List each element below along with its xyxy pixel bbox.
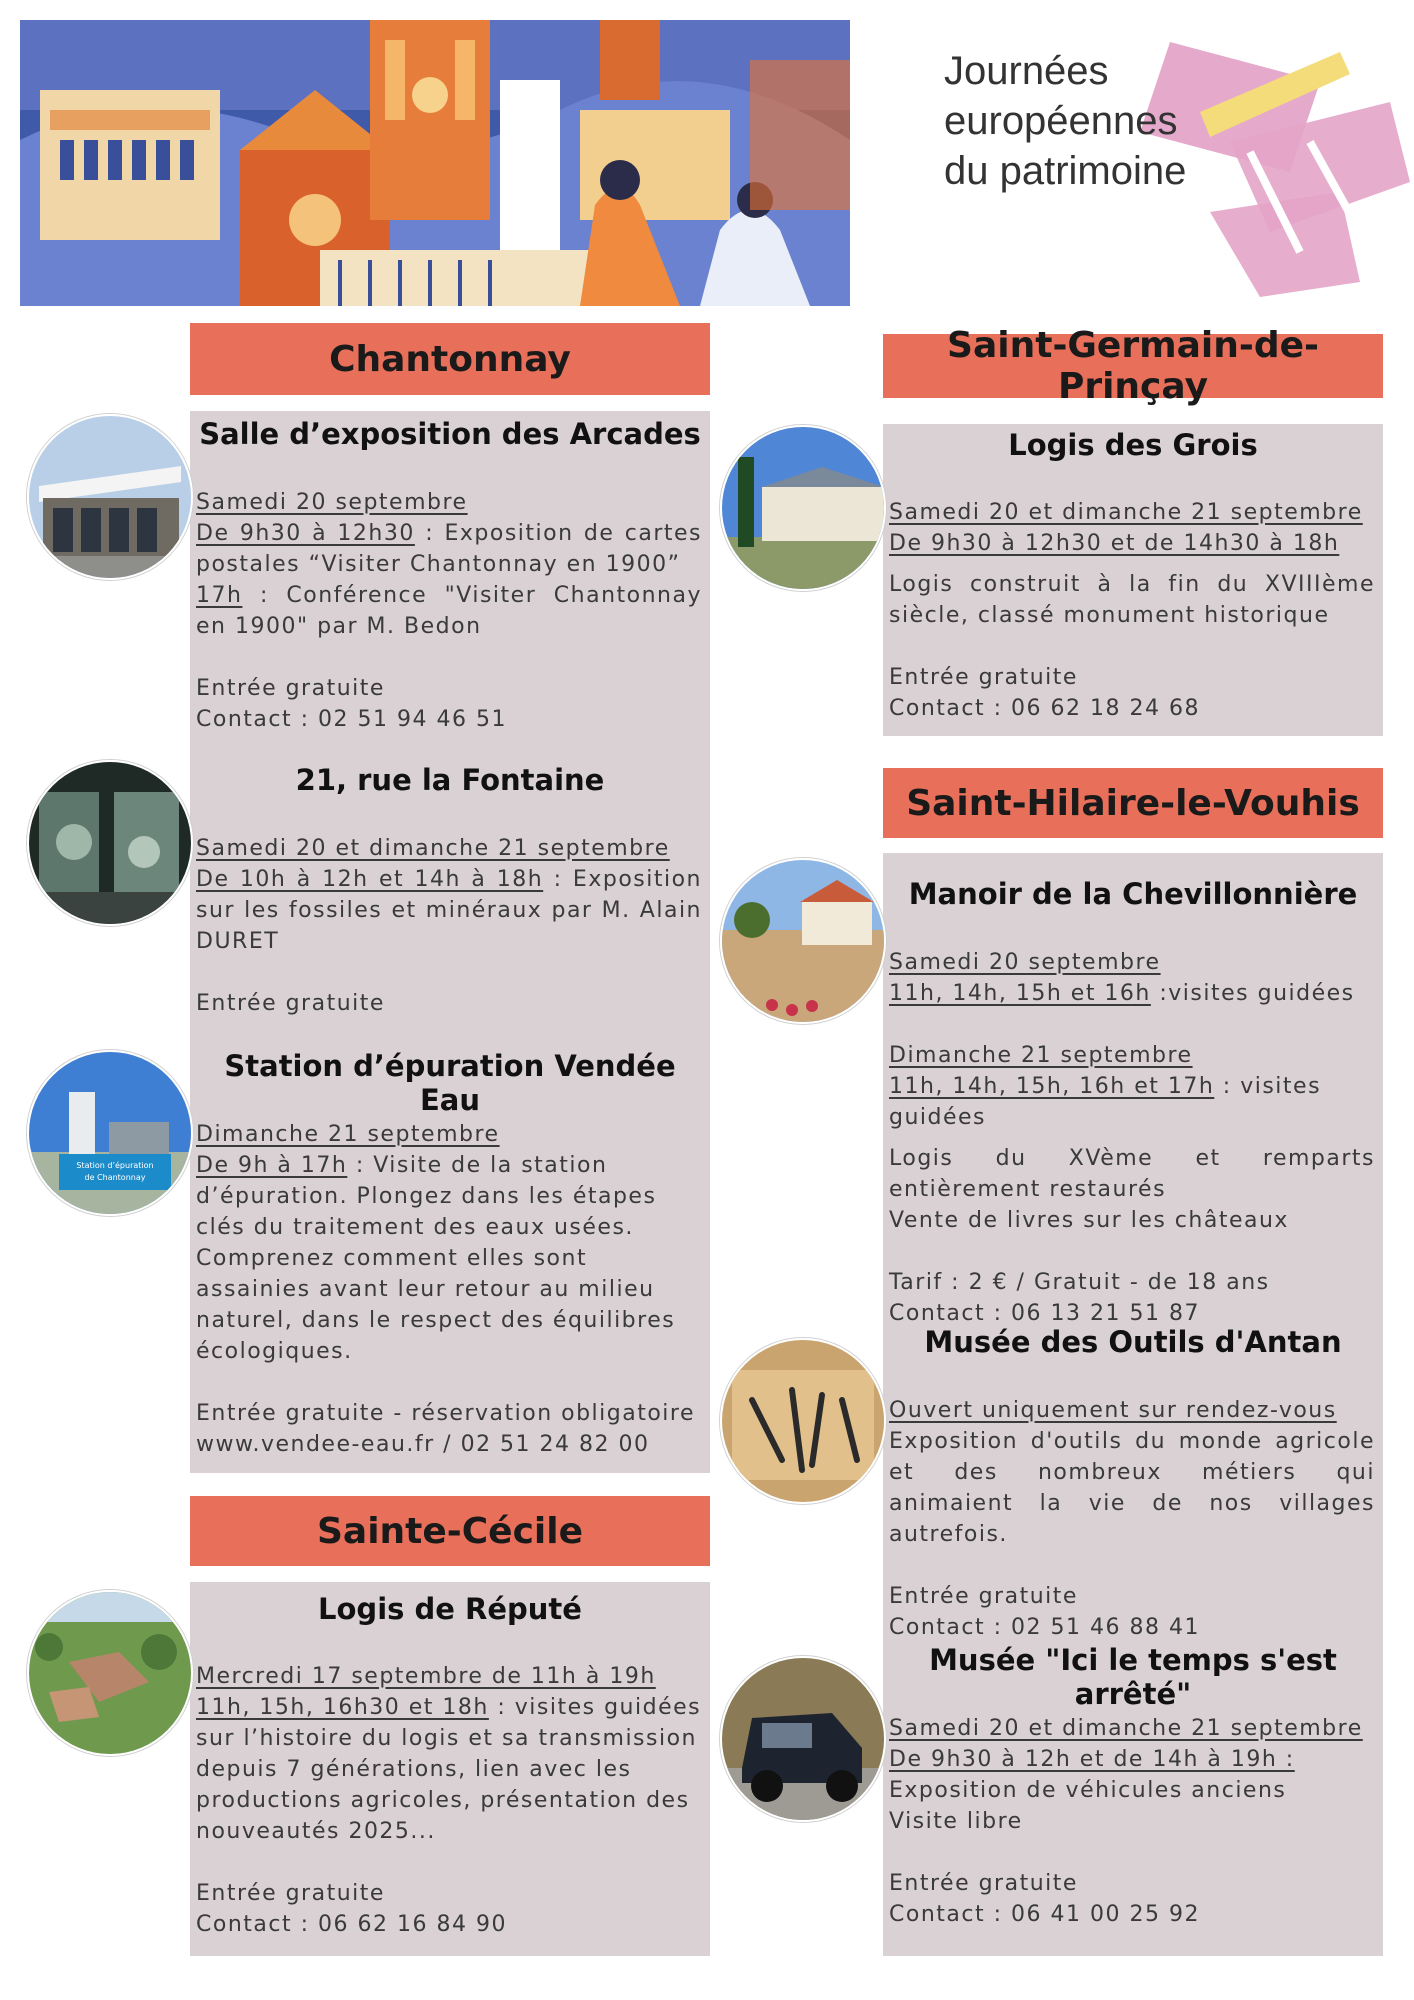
- town-header-saint-hilaire: [883, 768, 1383, 838]
- venue-info-repute: [196, 1661, 702, 1940]
- entry-info: Entrée gratuite: [889, 1871, 1078, 1896]
- event-time: 11h, 14h, 15h et 16h: [889, 981, 1151, 1006]
- tarif-info: Tarif : 2 € / Gratuit - de 18 ans: [889, 1270, 1270, 1295]
- logo-line-1: Journées: [944, 49, 1109, 93]
- event-date: Samedi 20 et dimanche 21 septembre: [196, 836, 670, 861]
- venue-title-repute: Logis de Réputé: [318, 1592, 582, 1626]
- town-title-sainte-cecile: Sainte-Cécile: [316, 1510, 584, 1552]
- venue-title-temps: Musée "Ici le temps s'est arrêté": [929, 1643, 1337, 1711]
- event-date: Ouvert uniquement sur rendez-vous: [889, 1398, 1337, 1423]
- event-date: Dimanche 21 septembre: [889, 1043, 1193, 1068]
- entry-info: Entrée gratuite: [889, 665, 1078, 690]
- town-header-sainte-cecile: [190, 1496, 710, 1566]
- venue-info-arcades: [196, 487, 702, 735]
- contact-info: Contact : 02 51 94 46 51: [196, 707, 507, 732]
- event-description: 11h, 15h, 16h30 et 18h : visites guidées sur l’histoire du logis et sa transmission depuis 7 générations, lien avec les productions agricoles, présentation des nouveautés 2025...: [196, 1695, 702, 1844]
- panel-sainte-cecile: [190, 1582, 710, 1956]
- panel-saint-hilaire: [883, 853, 1383, 1956]
- town-title-saint-germain: Saint-Germain-de-Prinçay: [947, 325, 1319, 407]
- photo-repute: [27, 1590, 193, 1756]
- event-description: Logis du XVème et remparts entièrement restaurés: [889, 1146, 1375, 1202]
- photo-fontaine: [27, 760, 193, 926]
- town-header-chantonnay: [190, 323, 710, 395]
- event-time: De 9h30 à 12h et de 14h à 19h :: [889, 1747, 1295, 1772]
- venue-info-station: [196, 1119, 702, 1460]
- contact-info: Contact : 02 51 46 88 41: [889, 1615, 1200, 1640]
- event-time: 17h: [196, 583, 243, 608]
- panel-chantonnay: [190, 411, 710, 1473]
- event-description: Exposition de véhicules anciens: [889, 1778, 1287, 1803]
- venue-info-fontaine: [196, 833, 702, 1019]
- event-description: De 10h à 12h et 14h à 18h : Exposition sur les fossiles et minéraux par M. Alain DURET: [196, 867, 702, 954]
- event-time: 11h, 15h, 16h30 et 18h: [196, 1695, 489, 1720]
- town-title-chantonnay: Chantonnay: [329, 338, 571, 380]
- venue-title-outils: Musée des Outils d'Antan: [924, 1325, 1342, 1359]
- photo-arcades: [27, 414, 193, 580]
- photo-outils: [720, 1338, 886, 1504]
- venue-title-station: Station d’épuration Vendée Eau: [224, 1049, 676, 1117]
- venue-title-fontaine: 21, rue la Fontaine: [295, 763, 605, 797]
- photo-station: [27, 1050, 193, 1216]
- banner-illustration: [20, 20, 850, 306]
- event-time: De 10h à 12h et 14h à 18h: [196, 867, 544, 892]
- town-title-saint-hilaire: Saint-Hilaire-le-Vouhis: [906, 782, 1360, 824]
- event-time: De 9h à 17h: [196, 1153, 348, 1178]
- event-description: De 9h30 à 12h30 : Exposition de cartes postales “Visiter Chantonnay en 1900”: [196, 521, 702, 577]
- contact-info: Contact : 06 62 16 84 90: [196, 1912, 507, 1937]
- entry-info: Entrée gratuite: [889, 1584, 1078, 1609]
- photo-grois: [720, 425, 886, 591]
- venue-info-manoir: [889, 947, 1375, 1329]
- event-date: Samedi 20 septembre: [196, 490, 468, 515]
- venue-title-manoir: Manoir de la Chevillonnière: [908, 877, 1358, 911]
- contact-info: Contact : 06 13 21 51 87: [889, 1301, 1200, 1326]
- contact-info: www.vendee-eau.fr / 02 51 24 82 00: [196, 1432, 650, 1457]
- event-description: 11h, 14h, 15h, 16h et 17h : visites guidées: [889, 1074, 1322, 1130]
- panel-saint-germain: [883, 424, 1383, 736]
- event-time: 11h, 14h, 15h, 16h et 17h: [889, 1074, 1215, 1099]
- logo-line-2: européennes: [944, 99, 1178, 143]
- event-description: Visite libre: [889, 1809, 1023, 1834]
- event-date: Samedi 20 septembre: [889, 950, 1161, 975]
- entry-info: Entrée gratuite: [196, 676, 385, 701]
- entry-info: Entrée gratuite: [196, 991, 385, 1016]
- event-description: Vente de livres sur les châteaux: [889, 1208, 1289, 1233]
- station-sign-line-1: Station d’épuration: [76, 1161, 154, 1170]
- event-description: De 9h à 17h : Visite de la station d’épuration. Plongez dans les étapes clés du traitement des eaux usées. Comprenez comment elles sont assainies avant leur retour au milieu naturel, dans le respect des équilibres écologiques.: [196, 1153, 676, 1364]
- event-date: Dimanche 21 septembre: [196, 1122, 500, 1147]
- logo-line-3: du patrimoine: [944, 149, 1187, 193]
- photo-temps: [720, 1656, 886, 1822]
- photo-manoir: [720, 858, 886, 1024]
- jep-logo-text: [944, 46, 1186, 196]
- event-description: Exposition d'outils du monde agricole et des nombreux métiers qui animaient la vie de nos villages autrefois.: [889, 1429, 1375, 1547]
- venue-info-outils: [889, 1395, 1375, 1643]
- contact-info: Contact : 06 62 18 24 68: [889, 696, 1200, 721]
- venue-info-grois: [889, 497, 1375, 724]
- event-time: De 9h30 à 12h30: [196, 521, 415, 546]
- entry-info: Entrée gratuite: [196, 1881, 385, 1906]
- event-time: De 9h30 à 12h30 et de 14h30 à 18h: [889, 531, 1340, 556]
- venue-title-arcades: Salle d’exposition des Arcades: [199, 417, 701, 451]
- contact-info: Contact : 06 41 00 25 92: [889, 1902, 1200, 1927]
- event-description: Logis construit à la fin du XVIIIème siècle, classé monument historique: [889, 572, 1375, 628]
- venue-title-grois: Logis des Grois: [1008, 428, 1258, 462]
- station-sign-line-2: de Chantonnay: [84, 1173, 146, 1182]
- event-date: Samedi 20 et dimanche 21 septembre: [889, 1716, 1363, 1741]
- event-description: 11h, 14h, 15h et 16h :visites guidées: [889, 981, 1355, 1006]
- event-description: 17h : Conférence "Visiter Chantonnay en 1900" par M. Bedon: [196, 583, 702, 639]
- town-header-saint-germain: [883, 325, 1383, 407]
- entry-info: Entrée gratuite - réservation obligatoire: [196, 1401, 696, 1426]
- venue-info-temps: [889, 1713, 1375, 1930]
- event-date: Mercredi 17 septembre de 11h à 19h: [196, 1664, 656, 1689]
- event-date: Samedi 20 et dimanche 21 septembre: [889, 500, 1363, 525]
